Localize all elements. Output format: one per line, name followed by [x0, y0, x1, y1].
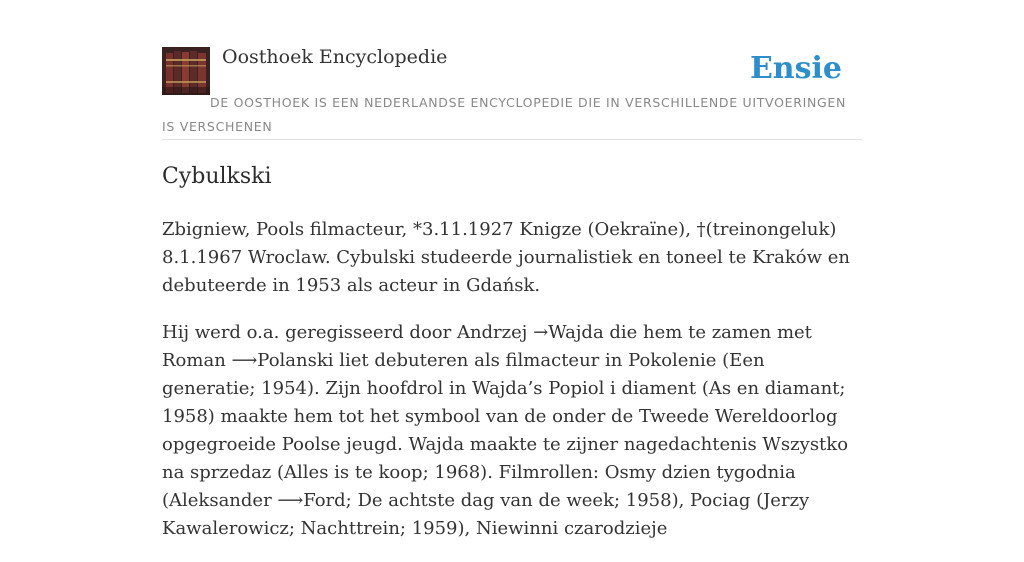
entry-title: Cybulkski [162, 164, 272, 189]
site-avatar[interactable] [162, 47, 210, 95]
site-tagline: DE OOSTHOEK IS EEN NEDERLANDSE ENCYCLOPEDIE DIE IN VERSCHILLENDE UITVOERINGEN IS VERSCHENEN [162, 95, 847, 134]
header-divider [162, 139, 862, 140]
entry-paragraph: Hij werd o.a. geregisseerd door Andrzej →Wajda die hem te zamen met Roman ⟶Polanski liet debuteren als filmacteur in Pokolenie (Een generatie; 1954). Zijn hoofdrol in Wajda’s Popiol i diament (As en diamant; 1958) maakte hem tot het symbool van de onder de Tweede Wereldoorlog opgegroeide Poolse jeugd. Wajda maakte te zijner nagedachtenis Wszystko na sprzedaz (Alles is te koop; 1968). Filmrollen: Osmy dzien tygodnia (Aleksander ⟶Ford; De achtste dag van de week; 1958), Pociag (Jerzy Kawalerowicz; Nachttrein; 1959), Niewinni czarodzieje [162, 322, 849, 539]
site-title[interactable]: Oosthoek Encyclopedie [222, 46, 448, 68]
entry-paragraph: Zbigniew, Pools filmacteur, *3.11.1927 Knigze (Oekraïne), †(treinongeluk) 8.1.1967 Wroclaw. Cybulski studeerde journalistiek en toneel te Kraków en debuteerde in 1953 als acteur in Gdańsk. [162, 219, 851, 296]
brand-logo-link[interactable]: Ensie [749, 51, 842, 86]
encyclopedia-books-icon [162, 47, 210, 95]
entry-content [162, 216, 862, 562]
